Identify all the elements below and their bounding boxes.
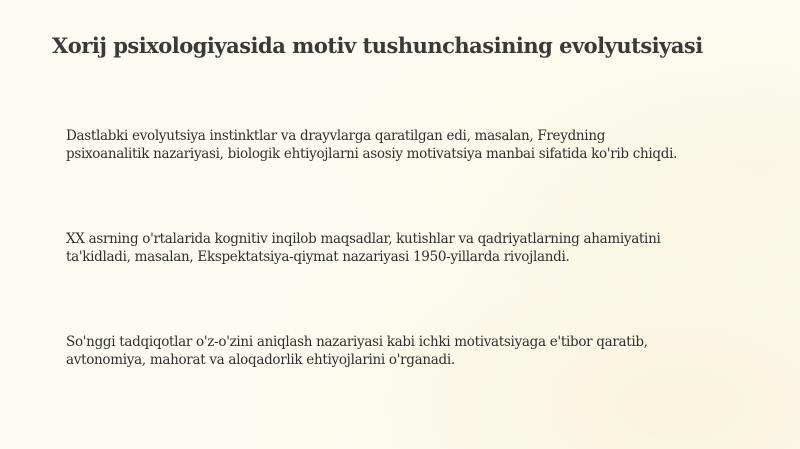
paragraph-self-determination xyxy=(66,333,766,369)
paragraph-line: XX asrning o'rtalarida kognitiv inqilob maqsadlar, kutishlar va qadriyatlarning ahamiyatini xyxy=(66,231,661,247)
paragraph-line: Dastlabki evolyutsiya instinktlar va drayvlarga qaratilgan edi, masalan, Freydning xyxy=(66,128,606,144)
paragraph-line: psixoanalitik nazariyasi, biologik ehtiyojlarni asosiy motivatsiya manbai sifatida ko'rib chiqdi. xyxy=(66,146,678,162)
slide-title: Xorij psixologiyasida motiv tushunchasining evolyutsiyasi xyxy=(52,33,703,58)
paragraph-line: So'nggi tadqiqotlar o'z-o'zini aniqlash nazariyasi kabi ichki motivatsiyaga e'tibor qaratib, xyxy=(66,334,648,350)
paragraph-cognitive-revolution xyxy=(66,230,766,266)
paragraph-line: avtonomiya, mahorat va aloqadorlik ehtiyojlarini o'rganadi. xyxy=(66,352,455,368)
paragraph-line: ta'kidladi, masalan, Ekspektatsiya-qiymat nazariyasi 1950-yillarda rivojlandi. xyxy=(66,249,570,265)
paragraph-instinct-drives xyxy=(66,127,766,163)
